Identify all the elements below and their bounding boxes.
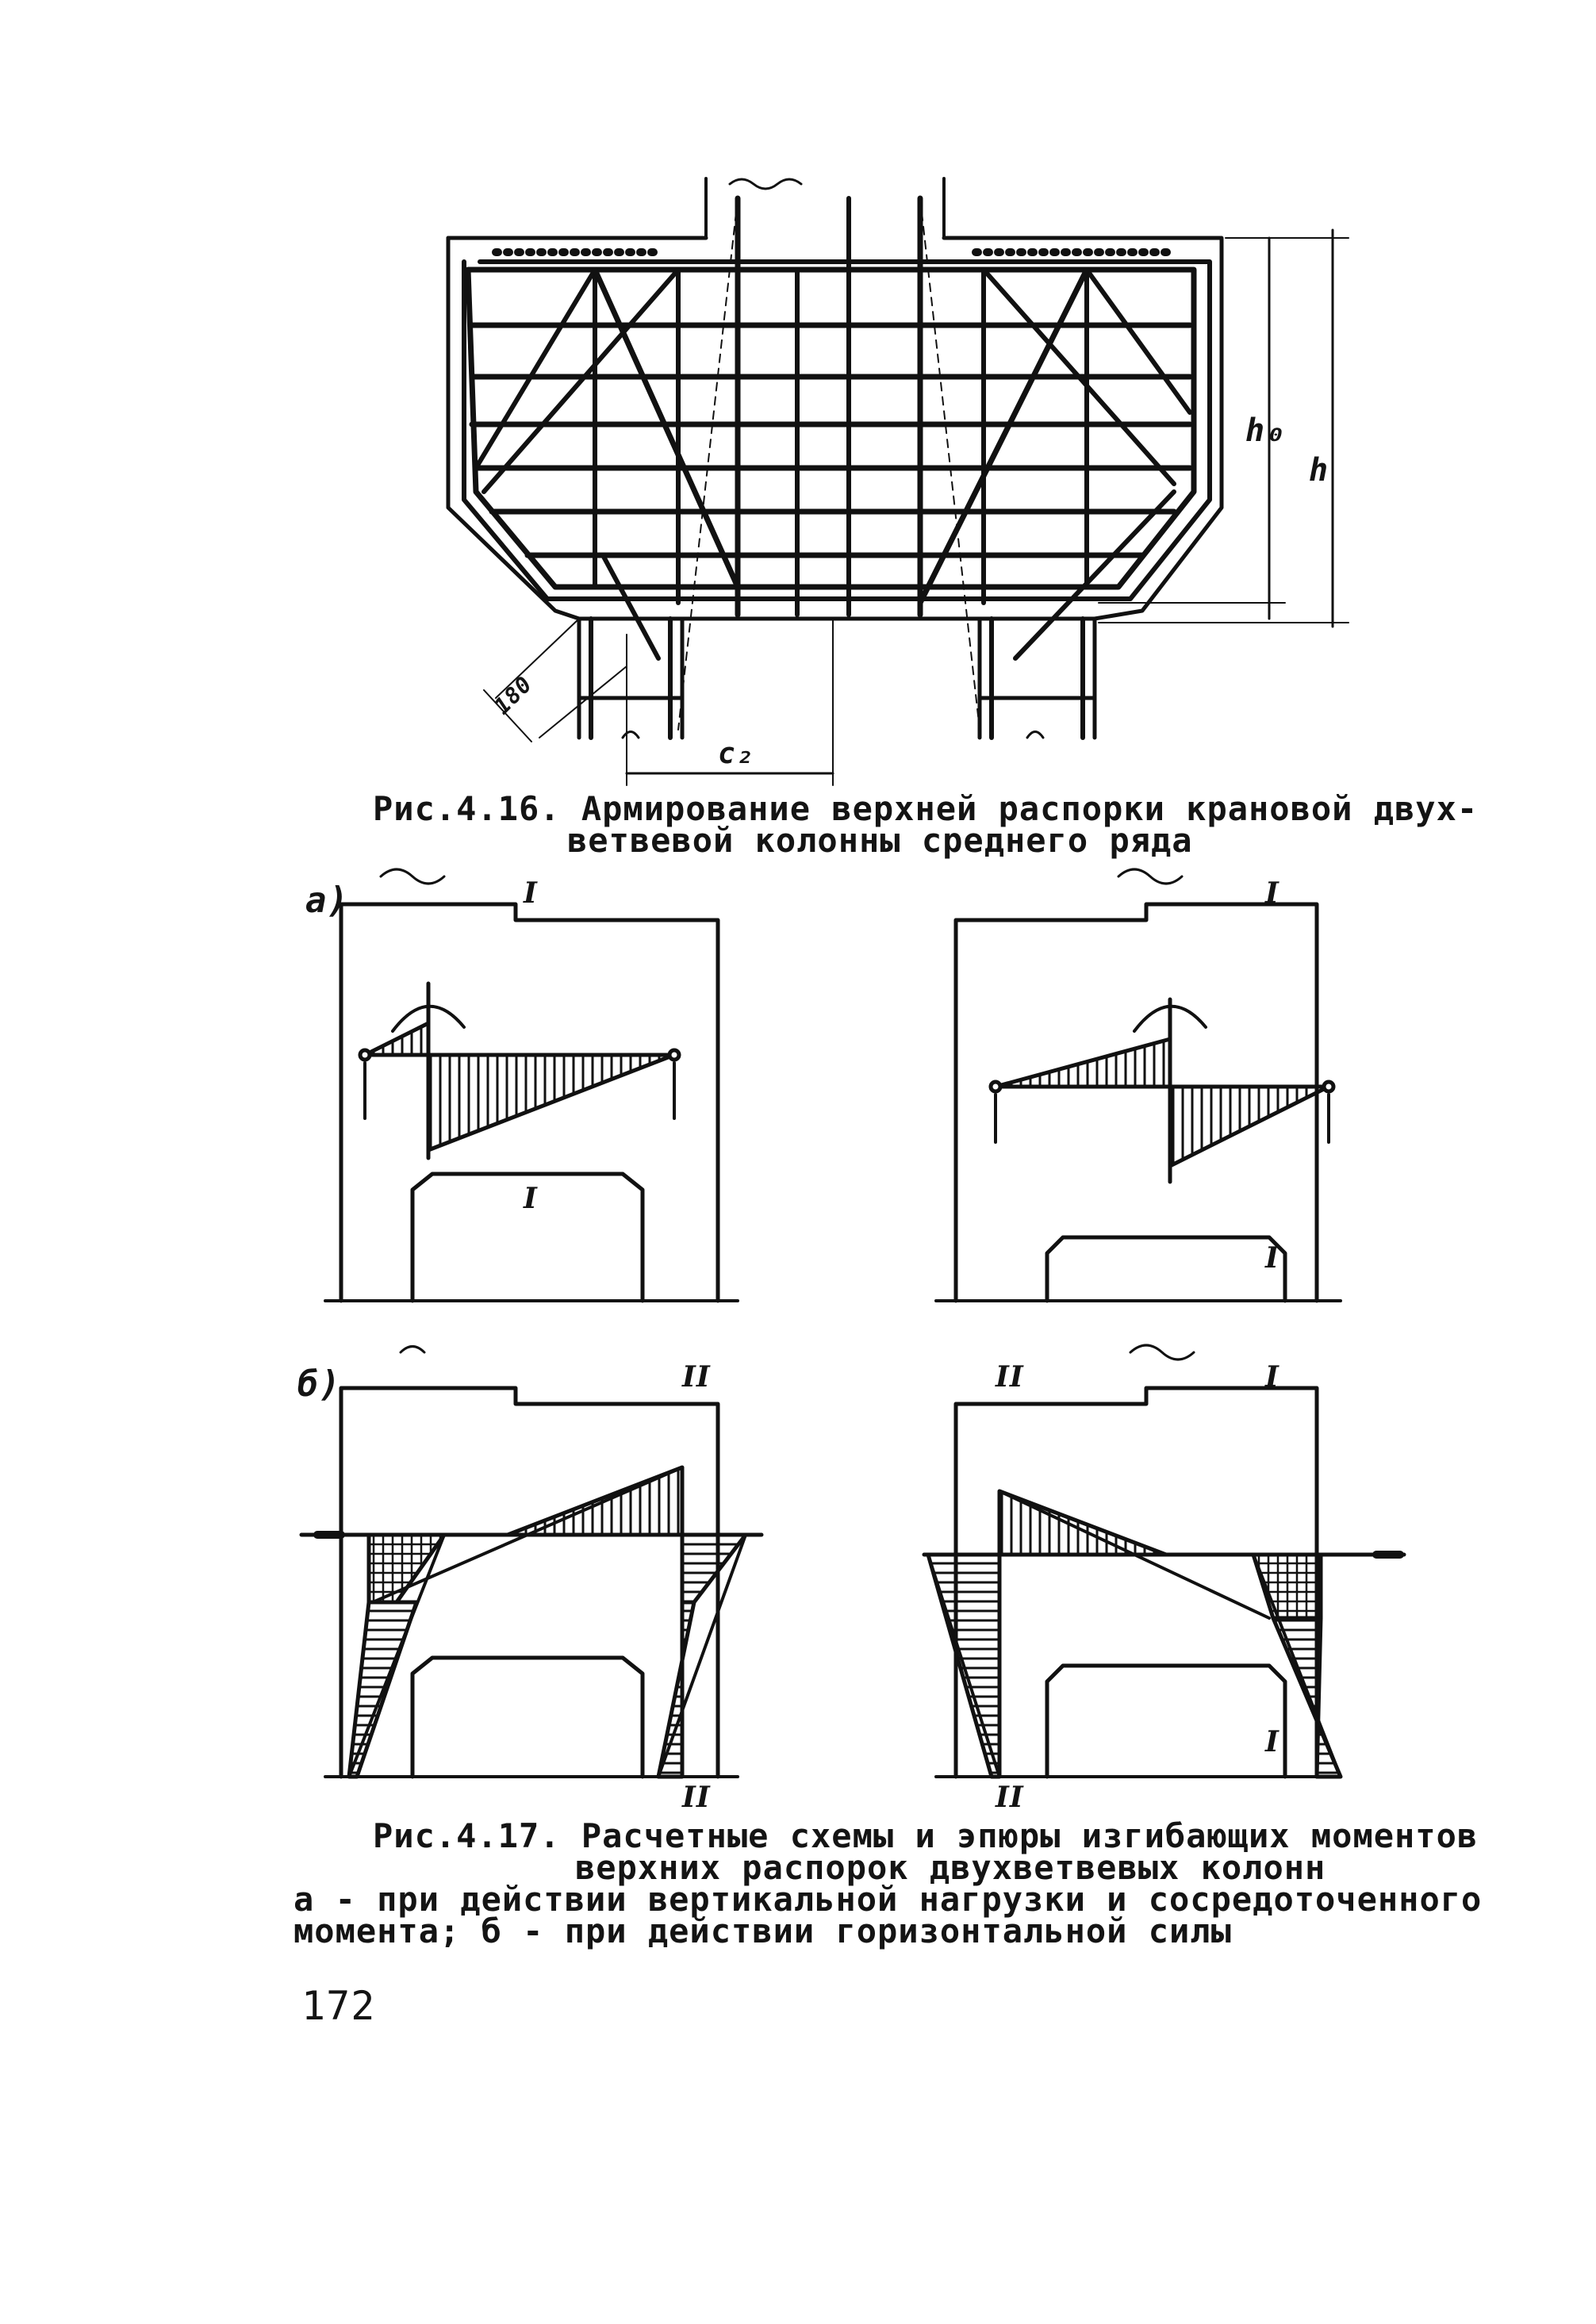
diagram-a-left	[325, 869, 738, 1301]
figure-4-16-caption-line2: ветвевой колонны среднего ряда	[567, 821, 1193, 860]
section-mark-a-right-bottom: I	[1265, 1241, 1279, 1275]
dimension-h0-label: h₀	[1245, 412, 1286, 449]
figure-4-17-caption-line3: а - при действии вертикальной нагрузки и сосредоточенного	[293, 1880, 1483, 1919]
figure-4-17-label-a: а)	[305, 880, 349, 921]
strut-reinforcement-drawing	[448, 178, 1349, 785]
section-mark-b-right-top: II	[996, 1360, 1024, 1394]
figure-4-16-caption-line1: Рис.4.16. Армирование верхней распорки крановой двух-	[373, 789, 1479, 828]
diagram-b-left	[301, 1347, 762, 1778]
section-mark-a-left-bottom: I	[524, 1182, 538, 1215]
section-mark-b-left-bottom: II	[682, 1781, 711, 1814]
section-mark-a-left-top: I	[524, 876, 538, 910]
figure-4-17-label-b: б)	[297, 1364, 341, 1405]
figure-4-17-caption-line1: Рис.4.17. Расчетные схемы и эпюры изгибающих моментов	[373, 1816, 1479, 1855]
dimension-h-label: h	[1309, 452, 1329, 489]
section-mark-b-left-top: II	[682, 1360, 711, 1394]
section-mark-b-right-top-i: I	[1265, 1360, 1279, 1394]
dimension-c2-label: c₂	[718, 738, 754, 770]
dimension-180-label: 180	[489, 670, 538, 720]
page-number: 172	[301, 1983, 376, 2029]
section-mark-a-right-top: I	[1265, 876, 1279, 910]
figure-4-17-caption-line2: верхних распорок двухветвевых колонн	[575, 1848, 1326, 1887]
figure-4-17-caption-line4: момента; б - при действии горизонтальной силы	[293, 1912, 1232, 1950]
diagram-a-right	[936, 869, 1341, 1301]
section-mark-b-right-bottom: II	[996, 1781, 1024, 1814]
section-mark-b-right-bottom-i: I	[1265, 1725, 1279, 1758]
diagram-b-right	[924, 1345, 1404, 1777]
